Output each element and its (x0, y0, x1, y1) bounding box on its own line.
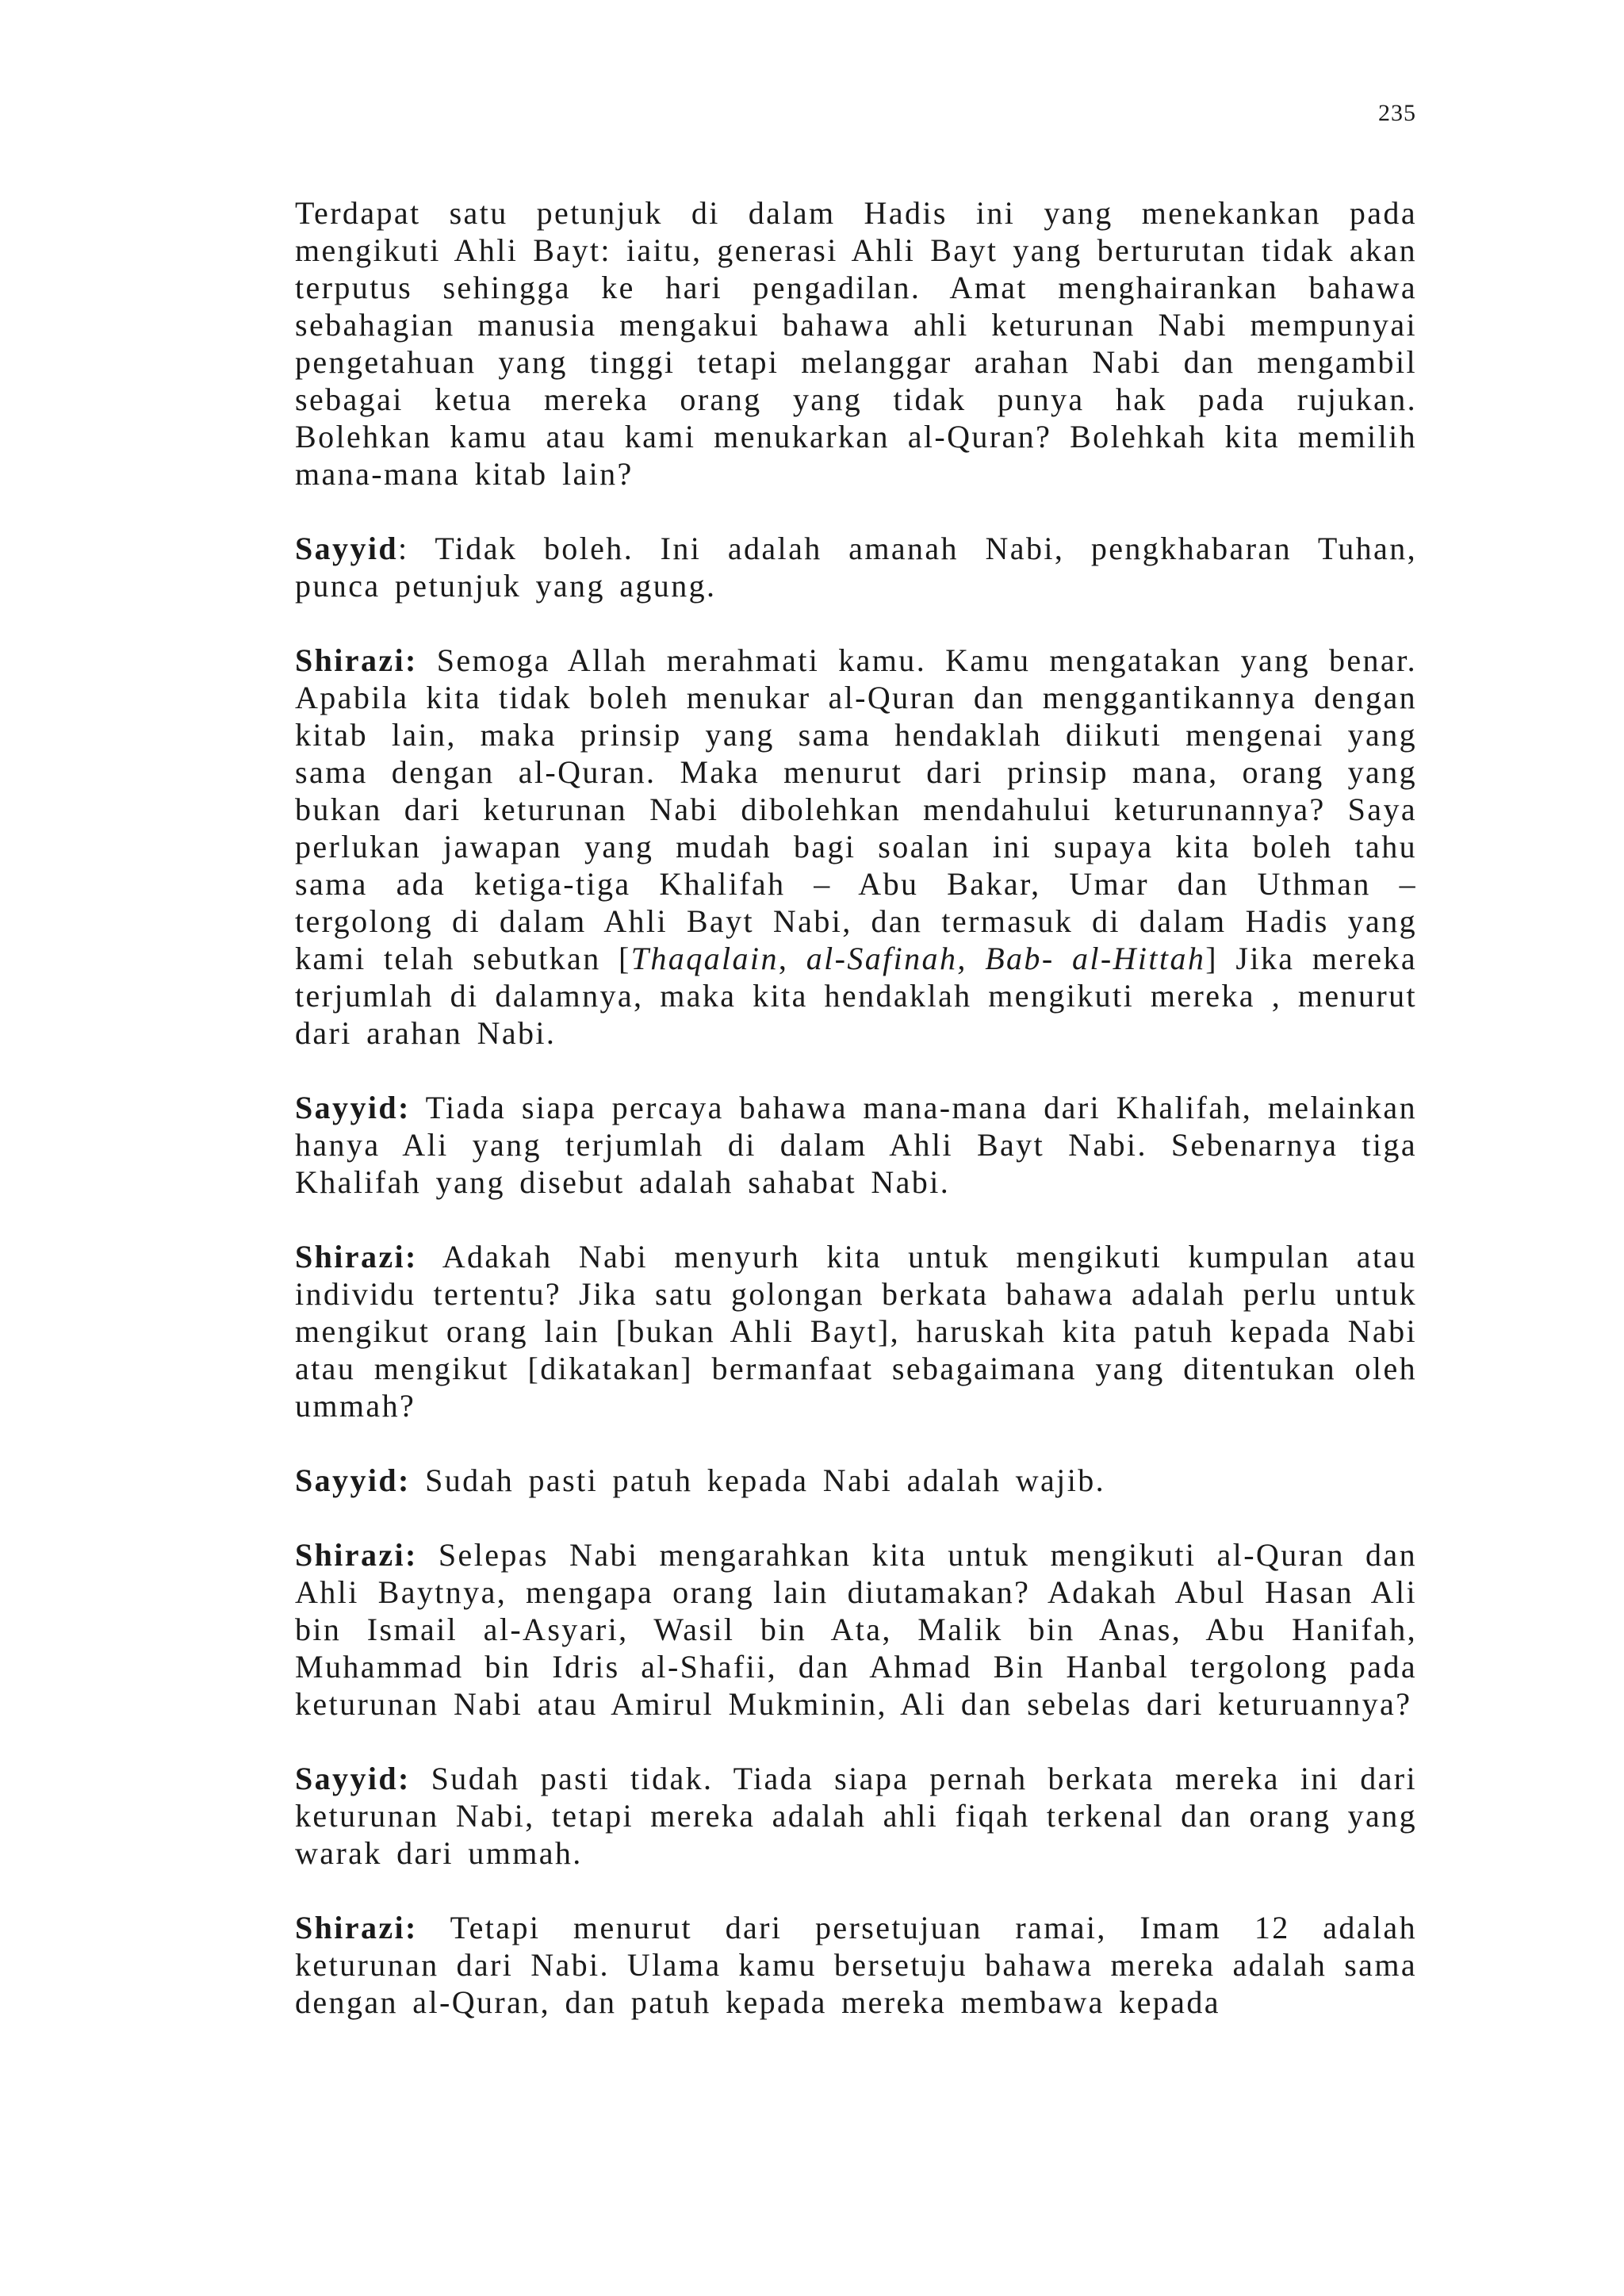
dialogue-text: Adakah Nabi menyurh kita untuk mengikuti kumpulan atau individu tertentu? Jika satu golongan berkata bahawa adalah perlu untuk mengikut orang lain [bukan Ahli Bayt], haruskah kita patuh kepada Nabi atau mengikut [dikatakan] bermanfaat sebagaimana yang ditentukan oleh ummah? (295, 1239, 1417, 1424)
speaker-label: Sayyid: (295, 1090, 411, 1125)
dialogue-paragraph (295, 642, 1417, 1052)
dialogue-text: Selepas Nabi mengarahkan kita untuk mengikuti al-Quran dan Ahli Baytnya, mengapa orang lain diutamakan? Adakah Abul Hasan Ali bin Ismail al-Asyari, Wasil bin Ata, Malik bin Anas, Abu Hanifah, Muhammad bin Idris al-Shafii, dan Ahmad Bin Hanbal tergolong pada keturunan Nabi atau Amirul Mukminin, Ali dan sebelas dari keturuannya? (295, 1537, 1417, 1722)
speaker-label: Sayyid (295, 531, 399, 566)
page-number: 235 (1378, 100, 1416, 126)
dialogue-text: : Tidak boleh. Ini adalah amanah Nabi, pengkhabaran Tuhan, punca petunjuk yang agung. (295, 531, 1417, 604)
dialogue-text: , (778, 941, 806, 976)
dialogue-paragraph (295, 1536, 1417, 1723)
speaker-label: Sayyid: (295, 1761, 411, 1796)
dialogue-text: Tiada siapa percaya bahawa mana-mana dari Khalifah, melainkan hanya Ali yang terjumlah di dalam Ahli Bayt Nabi. Sebenarnya tiga Khalifah yang disebut adalah sahabat Nabi. (295, 1090, 1417, 1200)
dialogue-paragraph (295, 1462, 1417, 1499)
dialogue-paragraph (295, 530, 1417, 604)
dialogue-paragraph (295, 1760, 1417, 1872)
dialogue-text: ] Jika mereka terjumlah di dalamnya, maka kita hendaklah mengikuti mereka , menurut dari arahan Nabi. (295, 941, 1417, 1051)
citation-title: al-Safinah, Bab- al-Hittah (806, 941, 1206, 976)
dialogue-text: Sudah pasti tidak. Tiada siapa pernah berkata mereka ini dari keturunan Nabi, tetapi mereka adalah ahli fiqah terkenal dan orang yang warak dari ummah. (295, 1761, 1417, 1871)
paragraph-text: Terdapat satu petunjuk di dalam Hadis ini yang menekankan pada mengikuti Ahli Bayt: iaitu, generasi Ahli Bayt yang berturutan tidak akan terputus sehingga ke hari pengadilan. Amat menghairankan bahawa sebahagian manusia mengakui bahawa ahli keturunan Nabi mempunyai pengetahuan yang tinggi tetapi melanggar arahan Nabi dan mengambil sebagai ketua mereka orang yang tidak punya hak pada rujukan. Bolehkan kamu atau kami menukarkan al-Quran? Bolehkah kita memilih mana-mana kitab lain? (295, 195, 1417, 492)
dialogue-paragraph (295, 1238, 1417, 1424)
speaker-label: Shirazi: (295, 1537, 418, 1573)
speaker-label: Shirazi: (295, 1239, 418, 1274)
speaker-label: Sayyid: (295, 1462, 411, 1498)
dialogue-paragraph (295, 1909, 1417, 2021)
paragraph (295, 194, 1417, 493)
speaker-label: Shirazi: (295, 642, 418, 678)
citation-title: Thaqalain (630, 941, 779, 976)
dialogue-text: Tetapi menurut dari persetujuan ramai, Imam 12 adalah keturunan dari Nabi. Ulama kamu bersetuju bahawa mereka adalah sama dengan al-Quran, dan patuh kepada mereka membawa kepada (295, 1910, 1417, 2020)
speaker-label: Shirazi: (295, 1910, 418, 1945)
dialogue-paragraph (295, 1089, 1417, 1201)
dialogue-text: Semoga Allah merahmati kamu. Kamu mengatakan yang benar. Apabila kita tidak boleh menukar al-Quran dan menggantikannya dengan kitab lain, maka prinsip yang sama hendaklah diikuti mengenai yang sama dengan al-Quran. Maka menurut dari prinsip mana, orang yang bukan dari keturunan Nabi dibolehkan mendahului keturunannya? Saya perlukan jawapan yang mudah bagi soalan ini supaya kita boleh tahu sama ada ketiga-tiga Khalifah – Abu Bakar, Umar dan Uthman – tergolong di dalam Ahli Bayt Nabi, dan termasuk di dalam Hadis yang kami telah sebutkan [ (295, 642, 1417, 976)
document-body (295, 194, 1417, 2058)
dialogue-text: Sudah pasti patuh kepada Nabi adalah wajib. (410, 1462, 1106, 1498)
